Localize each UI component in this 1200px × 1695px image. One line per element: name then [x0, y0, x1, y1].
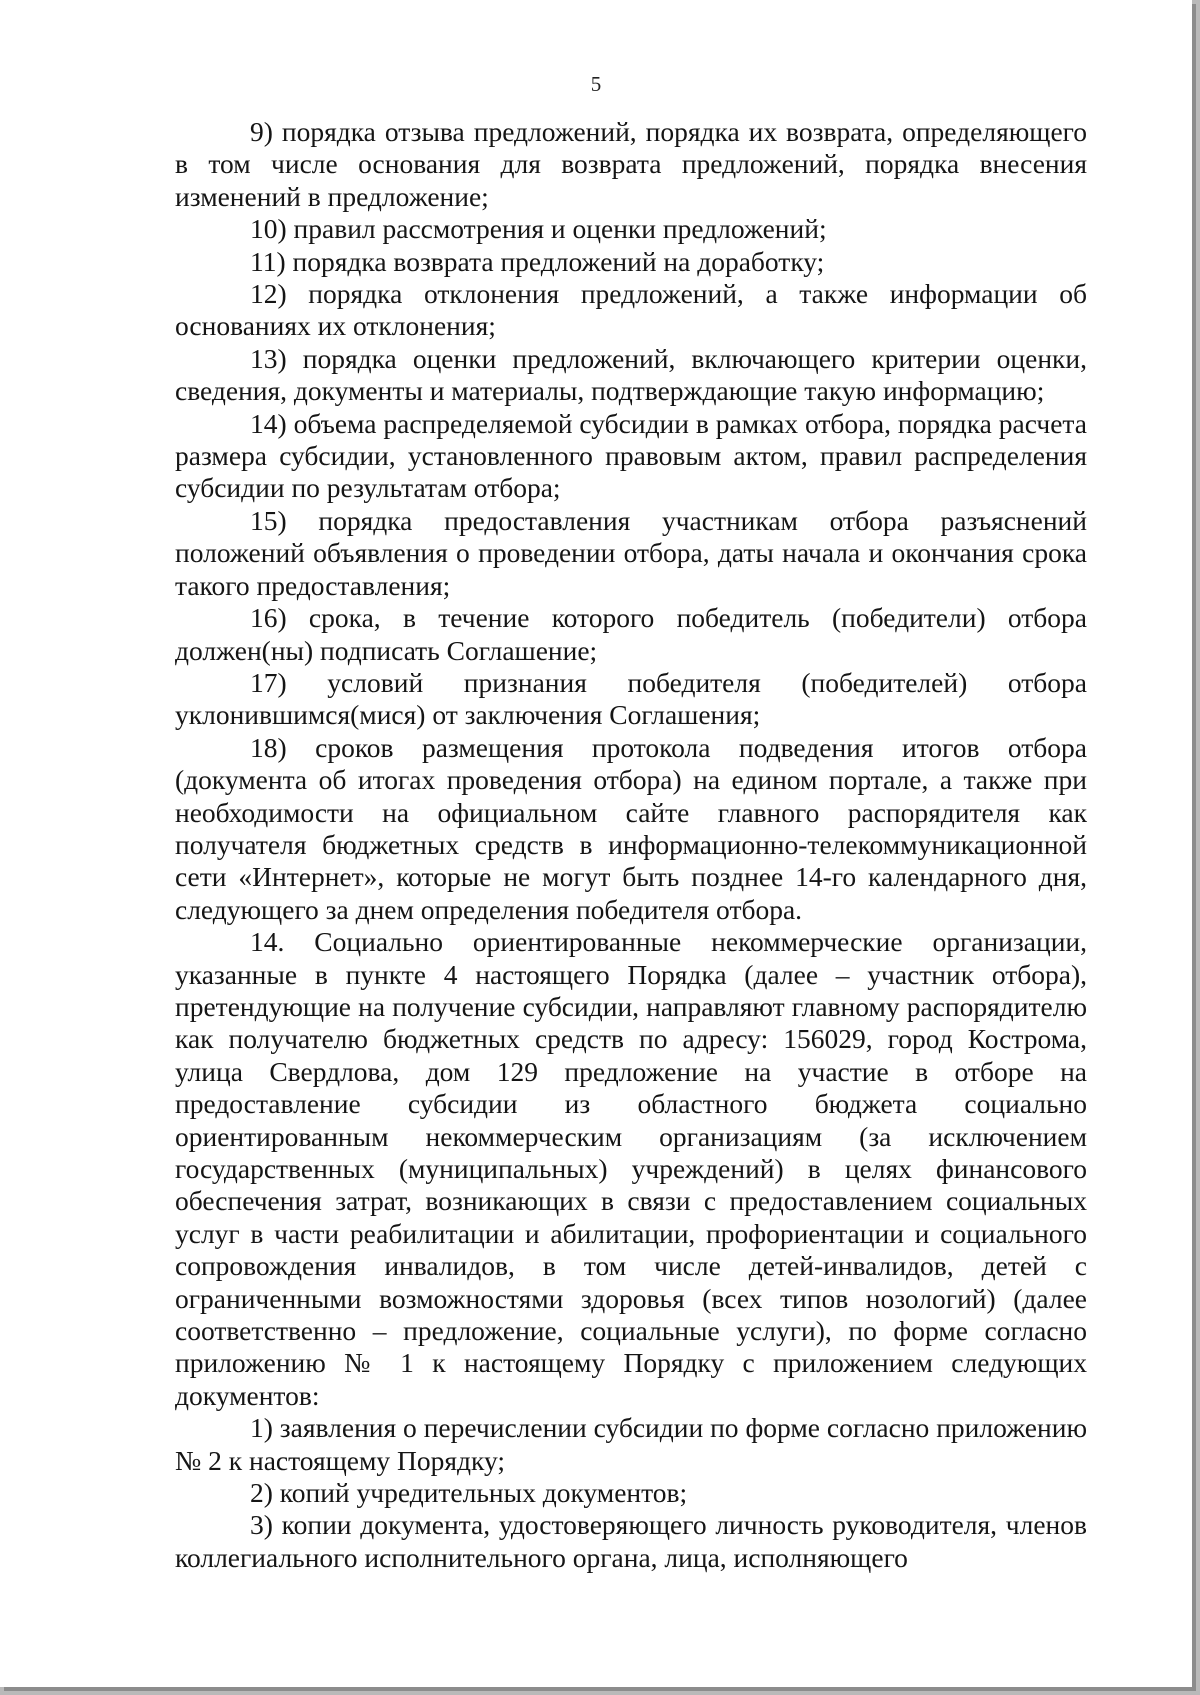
- paragraph-item-9: 9) порядка отзыва предложений, порядка их возврата, определяющего в том числе основания для возврата предложений, порядка внесения изменений в предложение;: [175, 116, 1087, 212]
- paragraph-item-18: 18) сроков размещения протокола подведения итогов отбора (документа об итогах проведения отбора) на едином портале, а также при необходимости на официальном сайте главного распорядителя как получателя бюджетных средств в информационно-телекоммуникационной сети «Интернет», которые не могут быть позднее 14-го календарного дня, следующего за днем определения победителя отбора.: [175, 731, 1087, 925]
- paragraph-item-11: 11) порядка возврата предложений на доработку;: [250, 245, 825, 277]
- paragraph-item-13: 13) порядка оценки предложений, включающего критерии оценки, сведения, документы и материалы, подтверждающие такую информацию;: [175, 342, 1087, 407]
- page-number: 5: [590, 72, 602, 96]
- paragraph-item-15: 15) порядка предоставления участникам отбора разъяснений положений объявления о проведении отбора, даты начала и окончания срока такого предоставления;: [175, 504, 1087, 601]
- paragraph-clause-14: 14. Социально ориентированные некоммерческие организации, указанные в пункте 4 настоящего Порядка (далее – участник отбора), претендующие на получение субсидии, направляют главному распорядителю как получателю бюджетных средств по адресу: 156029, город Кострома, улица Свердлова, дом 129 предложение на участие в отборе на предоставление субсидии из областного бюджета социально ориентированным некоммерческим организациям (за исключением государственных (муниципальных) учреждений) в целях финансового обеспечения затрат, возникающих в связи с предоставлением социальных услуг в части реабилитации и абилитации, профориентации и социального сопровождения инвалидов, в том числе детей-инвалидов, детей с ограниченными возможностями здоровья (всех типов нозологий) (далее соответственно – предложение, социальные услуги), по форме согласно приложению № 1 к настоящему Порядку с приложением следующих документов:: [175, 926, 1087, 1411]
- paragraph-doc-item-1: 1) заявления о перечислении субсидии по форме согласно приложению № 2 к настоящему Порядку;: [175, 1412, 1087, 1476]
- paragraph-doc-item-3: 3) копии документа, удостоверяющего личность руководителя, членов коллегиального исполнительного органа, лица, исполняющего: [175, 1509, 1087, 1573]
- document-body: [175, 116, 1087, 1574]
- paragraph-item-17: 17) условий признания победителя (победителей) отбора уклонившимся(мися) от заключения Соглашения;: [175, 666, 1087, 731]
- paragraph-item-16: 16) срока, в течение которого победитель (победители) отбора должен(ны) подписать Соглашение;: [175, 602, 1087, 666]
- paragraph-item-12: 12) порядка отклонения предложений, а также информации об основаниях их отклонения;: [175, 278, 1087, 342]
- paragraph-doc-item-2: 2) копий учредительных документов;: [250, 1477, 688, 1509]
- paragraph-item-14: 14) объема распределяемой субсидии в рамках отбора, порядка расчета размера субсидии, установленного правовым актом, правил распределения субсидии по результатам отбора;: [175, 407, 1087, 504]
- paragraph-item-10: 10) правил рассмотрения и оценки предложений;: [250, 213, 827, 245]
